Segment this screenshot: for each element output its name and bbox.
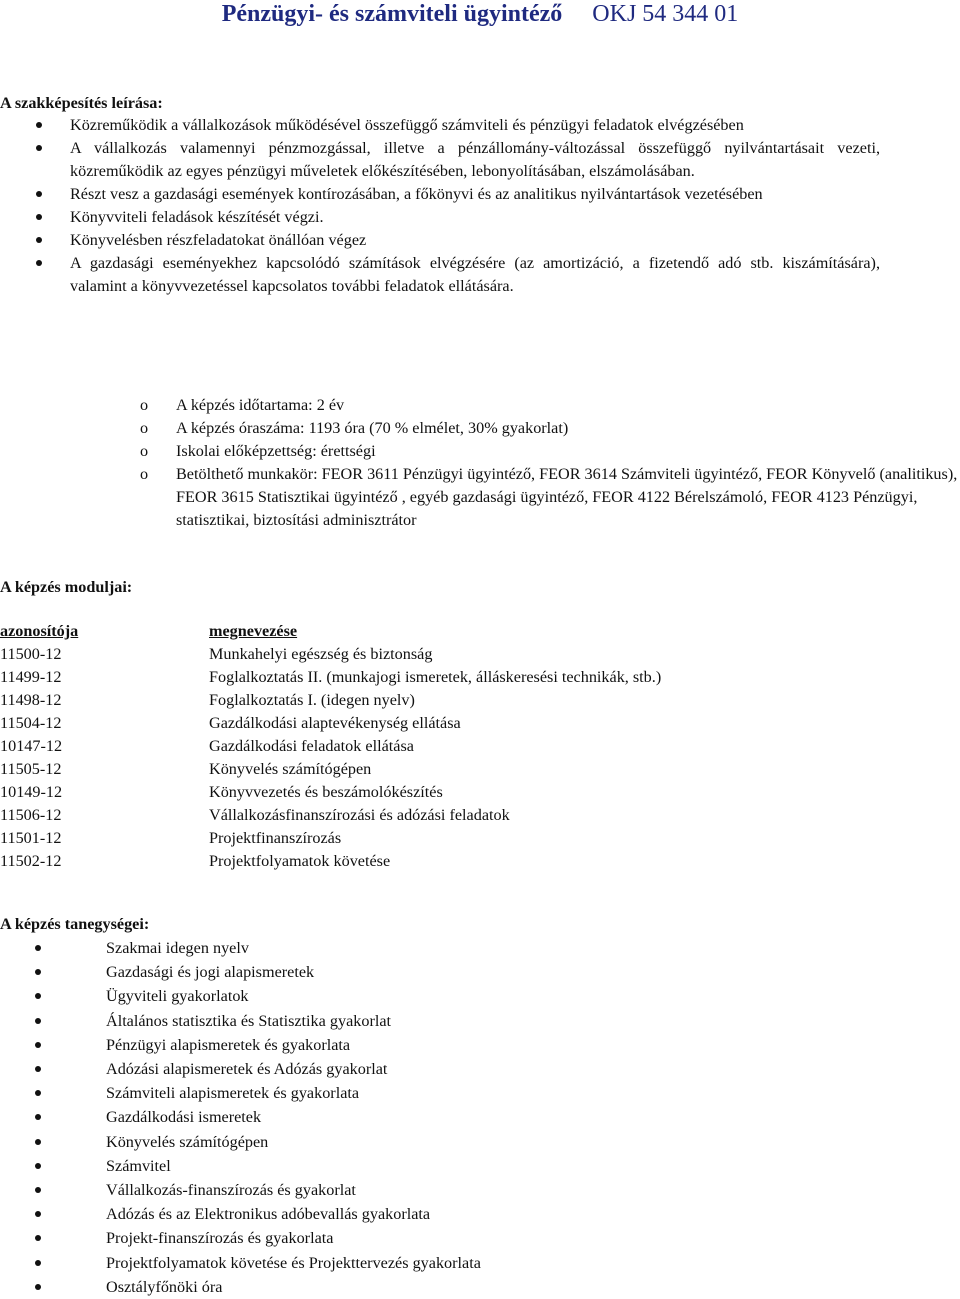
module-id: 10147-12	[0, 737, 63, 755]
table-row	[0, 735, 960, 758]
table-row	[0, 850, 960, 873]
module-id: 11505-12	[0, 760, 62, 778]
unit-item: Általános statisztika és Statisztika gyakorlat	[0, 1009, 960, 1033]
module-name: Foglalkoztatás II. (munkajogi ismeretek, álláskeresési technikák, stb.)	[209, 668, 662, 686]
units-heading: A képzés tanegységei:	[0, 915, 150, 933]
table-row	[0, 712, 960, 735]
module-id: 11501-12	[0, 829, 62, 847]
table-row	[0, 758, 960, 781]
okj-code: OKJ 54 344 01	[592, 1, 739, 27]
module-name: Munkahelyi egészség és biztonság	[209, 645, 433, 663]
module-id: 11500-12	[0, 645, 62, 663]
table-row	[0, 781, 960, 804]
table-row	[0, 643, 960, 666]
course-detail-item: o A képzés időtartama: 2 év	[0, 394, 960, 417]
circle-bullet-icon: o	[140, 465, 149, 483]
module-name: Gazdálkodási alaptevékenység ellátása	[209, 714, 461, 732]
description-item: Könyvelésben részfeladatokat önállóan végez	[0, 229, 880, 252]
course-details-list	[0, 394, 960, 532]
page-title	[0, 0, 960, 28]
unit-item: Gazdasági és jogi alapismeretek	[0, 960, 960, 984]
modules-table	[0, 620, 960, 873]
document-title: Pénzügyi- és számviteli ügyintéző	[221, 1, 563, 27]
module-name: Projektfinanszírozás	[209, 829, 342, 847]
table-header-row	[0, 620, 960, 643]
module-id: 10149-12	[0, 783, 63, 801]
module-id: 11499-12	[0, 668, 62, 686]
unit-item: Adózási alapismeretek és Adózás gyakorlat	[0, 1057, 960, 1081]
description-item: Közreműködik a vállalkozások működésével összefüggő számviteli és pénzügyi feladatok elvégzésében	[0, 114, 880, 137]
module-id: 11504-12	[0, 714, 62, 732]
unit-item: Szakmai idegen nyelv	[0, 936, 960, 960]
description-heading: A szakképesítés leírása:	[0, 94, 163, 112]
unit-item: Projekt-finanszírozás és gyakorlata	[0, 1226, 960, 1250]
description-list	[0, 114, 880, 298]
module-id: 11506-12	[0, 806, 62, 824]
unit-item: Ügyviteli gyakorlatok	[0, 984, 960, 1008]
description-item: Könyvviteli feladások készítését végzi.	[0, 206, 880, 229]
module-name: Foglalkoztatás I. (idegen nyelv)	[209, 691, 415, 709]
module-id: 11498-12	[0, 691, 62, 709]
unit-item: Számviteli alapismeretek és gyakorlata	[0, 1081, 960, 1105]
unit-item: Projektfolyamatok követése és Projekttervezés gyakorlata	[0, 1251, 960, 1275]
circle-bullet-icon: o	[140, 419, 149, 437]
module-name: Vállalkozásfinanszírozási és adózási feladatok	[209, 806, 510, 824]
unit-item: Vállalkozás-finanszírozás és gyakorlat	[0, 1178, 960, 1202]
unit-item: Pénzügyi alapismeretek és gyakorlata	[0, 1033, 960, 1057]
description-item: A vállalkozás valamennyi pénzmozgással, illetve a pénzállomány-változással összefüggő nyilvántartásait vezeti, közreműködik az egyes pénzügyi műveletek előkészítésében, lebonyolításában, elszámolásában.	[0, 137, 880, 183]
module-name: Könyvelés számítógépen	[209, 760, 372, 778]
course-detail-item: o Betölthető munkakör: FEOR 3611 Pénzügyi ügyintéző, FEOR 3614 Számviteli ügyintéző, FEOR Könyvelő (analitikus), FEOR 3615 Statisztikai ügyintéző , egyéb gazdasági ügyintéző, FEOR 4122 Bérelszámoló, FEOR 4123 Pénzügyi, statisztikai, biztosítási adminisztrátor	[140, 465, 958, 529]
modules-heading: A képzés moduljai:	[0, 578, 133, 596]
unit-item: Könyvelés számítógépen	[0, 1130, 960, 1154]
course-detail-item: o Iskolai előképzettség: érettségi	[0, 440, 960, 463]
circle-bullet-icon: o	[140, 396, 149, 414]
unit-item: Adózás és az Elektronikus adóbevallás gyakorlata	[0, 1202, 960, 1226]
module-name: Projektfolyamatok követése	[209, 852, 391, 870]
circle-bullet-icon: o	[140, 442, 149, 460]
table-row	[0, 666, 960, 689]
module-name: Gazdálkodási feladatok ellátása	[209, 737, 414, 755]
unit-item: Osztályfőnöki óra	[0, 1275, 960, 1299]
table-row	[0, 689, 960, 712]
units-list	[0, 936, 960, 1299]
table-row	[0, 804, 960, 827]
module-name: Könyvvezetés és beszámolókészítés	[209, 783, 443, 801]
course-detail-item: o A képzés óraszáma: 1193 óra (70 % elmélet, 30% gyakorlat)	[0, 417, 960, 440]
table-row	[0, 827, 960, 850]
module-id: 11502-12	[0, 852, 62, 870]
description-item: Részt vesz a gazdasági események kontírozásában, a főkönyvi és az analitikus nyilvántartások vezetésében	[0, 183, 880, 206]
unit-item: Gazdálkodási ismeretek	[0, 1105, 960, 1129]
column-header-id: azonosítója	[0, 622, 79, 640]
unit-item: Számvitel	[0, 1154, 960, 1178]
description-item: A gazdasági eseményekhez kapcsolódó számítások elvégzésére (az amortizáció, a fizetendő adó stb. kiszámítására), valamint a könyvvezetéssel kapcsolatos további feladatok ellátására.	[0, 252, 880, 298]
column-header-name: megnevezése	[209, 622, 298, 640]
